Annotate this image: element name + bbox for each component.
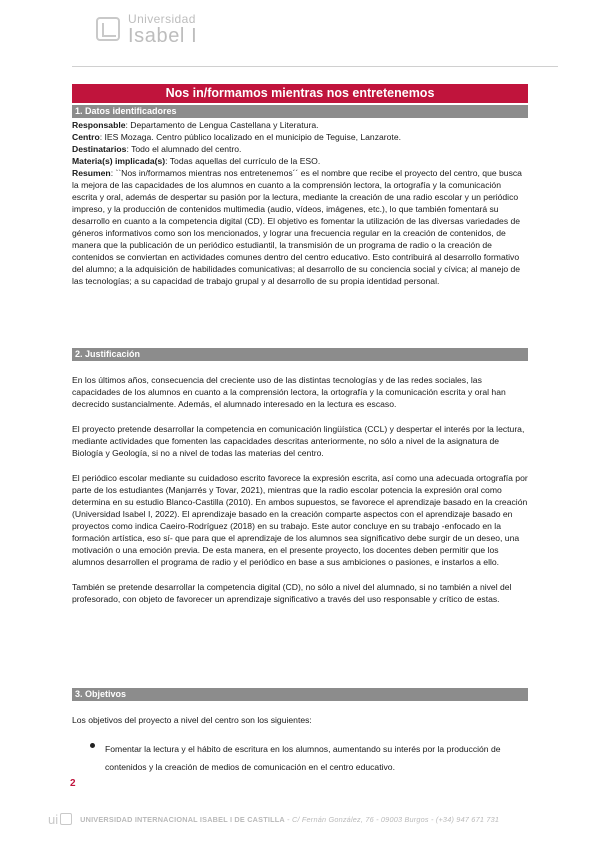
paragraph: También se pretende desarrollar la competencia digital (CD), no sólo a nivel del alumnado, si no también a nivel del profesorado, con objeto de favorecer un aprendizaje significativo a través del uso responsable y crítico de estas. bbox=[72, 582, 512, 604]
section-datos-body bbox=[72, 119, 528, 287]
footer-text bbox=[80, 815, 499, 824]
page-number: 2 bbox=[70, 778, 76, 789]
university-logo bbox=[96, 12, 197, 46]
university-logo-text bbox=[128, 13, 197, 46]
paragraph: En los últimos años, consecuencia del creciente uso de las distintas tecnologías y de las redes sociales, las capacidades de los alumnos en cuanto a la comprensión lectora, la ortografía y la comunicación escrita y oral han decrecido sustancialmente. Además, el alumnado interesado en la lectura es escaso. bbox=[72, 375, 506, 409]
field-destinatarios: Destinatarios: Todo el alumnado del centro. bbox=[72, 144, 242, 154]
paragraph: El periódico escolar mediante su cuidadoso escrito favorece la expresión escrita, así como una adecuada ortografía por parte de los estudiantes (Manjarrés y Tovar, 2021), mientras que la radio escolar potencia la expresión oral como determina en su estudio Blanco-Castilla (2010). En ambos supuestos, se favorece el aprendizaje basado en la creación (Universidad Isabel I, 2022). El aprendizaje basado en la creación comparte aspectos con el aprendizaje basado en proyectos como indica Caeiro-Rodríguez (2018) en su trabajo. Este autor concluye en su trabajo -enfocado en la formación artística, eso sí- que para que el aprendizaje de los alumnos sea significativo debe surgir de un deseo, una motivación o una emoción previa. De esta manera, en el presente proyecto, los docentes deben permitir que los alumnos desarrollen el programa de radio y el periódico en base a sus ambiciones o pasiones, e instarlos a ello. bbox=[72, 473, 528, 567]
paragraph: El proyecto pretende desarrollar la competencia en comunicación lingüística (CCL) y despertar el interés por la lectura, mediante actividades que fomenten las capacidades descritas anteriormente, no sólo a nivel de la asignatura de Biología y Geología, si no a nivel de todas las materias del centro. bbox=[72, 424, 525, 458]
bullet-text: Fomentar la lectura y el hábito de escritura en los alumnos, aumentando su interés por la producción de contenidos y la creación de medios de comunicación en el centro educativo. bbox=[105, 744, 501, 772]
field-responsable: Responsable: Departamento de Lengua Castellana y Literatura. bbox=[72, 120, 319, 130]
footer-logo-text: ui bbox=[48, 811, 59, 827]
footer-logo-icon bbox=[60, 813, 72, 825]
section-justificacion-body bbox=[72, 374, 528, 605]
field-resumen: Resumen: ``Nos in/formamos mientras nos entretenemos´´ es el nombre que recibe el proyecto del centro, que busca la mejora de las capacidades de los alumnos en cuanto a la comprensión lectora, la ortografía y la comunicación escrita y oral, además de despertar su pasión por la lectura, mediante la creación de una radio escolar y un periódico impreso, y la producción de contenidos multimedia (audio, vídeos, imágenes, etc.), lo que también fomentará su desarrollo en cuanto a la competencia digital (CD). El objetivo es fomentar la utilización de las diversas variedades de géneros informativos como son los mencionados, y lograr una frecuencia regular en la creación de contenidos, de manera que la publicación de un periódico estudiantil, la transmisión de un programa de radio o la creación de contenidos se conviertan en actividades comunes dentro del centro educativo. Esto contribuirá al desarrollo formativo del alumno; a la adquisición de habilidades comunicativas; al desarrollo de su conciencia social y cívica; al manejo de las tecnologías; a su capacidad de trabajo grupal y al desarrollo de su propia identidad personal. bbox=[72, 168, 522, 286]
brand-line1: Universidad bbox=[128, 11, 196, 26]
field-materias: Materia(s) implicada(s): Todas aquellas del currículo de la ESO. bbox=[72, 156, 321, 166]
bullet-icon bbox=[90, 743, 95, 748]
page-footer bbox=[48, 808, 560, 830]
list-item bbox=[90, 740, 528, 776]
footer-separator: - bbox=[284, 814, 292, 824]
brand-line2: Isabel I bbox=[128, 24, 198, 47]
section-objetivos-body bbox=[72, 714, 528, 776]
footer-address: C/ Fernán González, 76 - 09003 Burgos - (+34) 947 671 731 bbox=[291, 814, 500, 824]
field-centro: Centro: IES Mozaga. Centro público localizado en el municipio de Teguise, Lanzarote. bbox=[72, 132, 401, 142]
footer-logo bbox=[48, 812, 72, 827]
section-heading-objetivos: 3. Objetivos bbox=[72, 688, 528, 701]
section-heading-datos: 1. Datos identificadores bbox=[72, 105, 528, 118]
objetivos-intro: Los objetivos del proyecto a nivel del centro son los siguientes: bbox=[72, 715, 312, 725]
document-title: Nos in/formamos mientras nos entretenemos bbox=[72, 84, 528, 103]
university-logo-icon bbox=[96, 17, 120, 41]
header-divider bbox=[72, 66, 558, 67]
footer-institution: UNIVERSIDAD INTERNACIONAL ISABEL I DE CASTILLA bbox=[80, 814, 285, 824]
section-heading-justificacion: 2. Justificación bbox=[72, 348, 528, 361]
